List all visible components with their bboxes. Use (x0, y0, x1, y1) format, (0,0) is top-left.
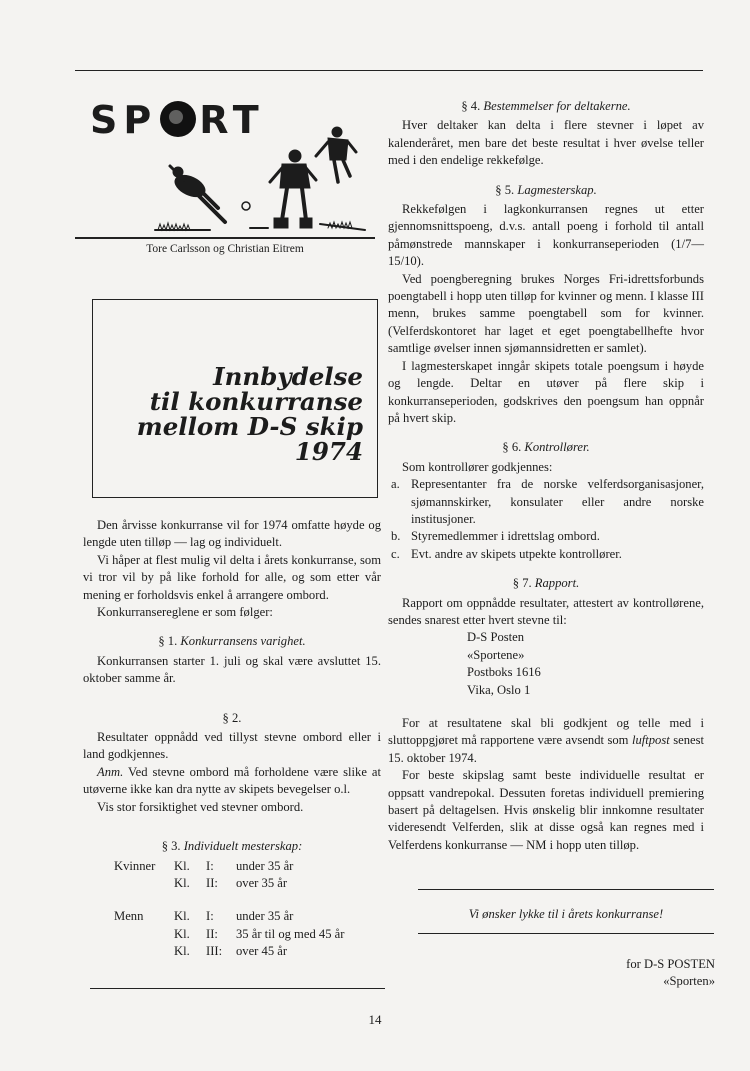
address-line: «Sportene» (467, 647, 525, 662)
authors-caption: Tore Carlsson og Christian Eitrem (146, 243, 304, 255)
section-1-heading: § 1. Konkurransens varighet. (158, 634, 306, 649)
list-item: a. Representanter fra de norske velferdsorganisasjoner, sjømannskirker, konsulater eller andre norske institusjoner. (391, 477, 704, 526)
invitation-title-line: 1974 (294, 437, 363, 466)
approval-paragraph: For at resultatene skal bli godkjent og telle med i sluttoppgjøret må rapportene være avsendt som luftpost senest 15. oktober 1974. (388, 716, 704, 765)
section-7-text: Rapport om oppnådde resultater, attestert av kontrollørene, sendes snarest etter hvert stevne til: (388, 595, 704, 627)
top-rule (75, 70, 703, 71)
section-2-text: Resultater oppnådd ved tillyst stevne ombord eller i land godkjennes. (83, 730, 381, 762)
logo-text-left: SP (90, 98, 158, 142)
list-item: c. Evt. andre av skipets utpekte kontrollører. (391, 546, 622, 561)
intro-paragraph-3: Konkurransereglene er som følger: (97, 605, 273, 620)
section-2-warning: Vis stor forsiktighet ved stevner ombord. (97, 799, 304, 814)
section-6-heading: § 6. Kontrollører. (502, 440, 590, 455)
intro-paragraph-1: Den årvisse konkurranse vil for 1974 omfatte høyde og lengde uten tilløp — lag og individuelt. (83, 518, 381, 550)
class-row: Kl. II: over 35 år (174, 875, 288, 890)
section-4-heading: § 4. Bestemmelser for deltakerne. (461, 99, 631, 113)
good-luck-line: Vi ønsker lykke til i årets konkurranse! (468, 907, 664, 921)
invitation-title-line: mellom D-S skip (136, 412, 363, 441)
wish-bottom-rule (418, 933, 714, 934)
wish-top-rule (418, 889, 714, 890)
signature (560, 956, 715, 991)
class-row: Kl. II: 35 år til og med 45 år (174, 926, 345, 941)
list-item: b. Styremedlemmer i idrettslag ombord. (391, 529, 600, 544)
section-5-paragraph-3: I lagmesterskapet inngår skipets totale poengsum i høyde og lengde. Deltar en utøver på flere skip i konkurranseperioden, godskrives den poengsum han oppnår på hvert skip. (388, 358, 704, 425)
section-5-paragraph-2: Ved poengberegning brukes Norges Fri-idrettsforbunds poengtabell i hopp uten tilløp for kvinner og menn. I klasse III menn, brukes samme poengtabell som for kvinner. (Velferdskontoret har laget et eget poengtabellhefte hvor samtlige øvelser innen sjømannsidretten er samlet). (388, 271, 704, 356)
left-column (83, 517, 381, 961)
signature-line: for D-S POSTEN (626, 957, 715, 971)
class-table (114, 858, 344, 961)
section-2-heading: § 2. (222, 710, 242, 725)
class-row: Kl. III: over 45 år (174, 944, 288, 959)
section-5-heading: § 5. Lagmesterskap. (495, 182, 597, 197)
right-column (388, 98, 704, 854)
class-row: Kvinner Kl. I: under 35 år (114, 858, 294, 873)
section-5-paragraph-1: Rekkefølgen i lagkonkurransen regnes ut etter gjennomsnittspoeng, d.v.s. antall poeng i forhold til antall påmønstrede mannskaper i konkurranseperioden (1/7—15/10). (388, 202, 704, 269)
football-players-illustration (150, 120, 375, 238)
section-4-text: Hver deltaker kan delta i flere stevner i løpet av kalenderåret, men bare det beste resultat i hver øvelse teller med i den endelige rekkefølge. (388, 118, 704, 168)
left-bottom-rule (90, 988, 385, 989)
section-7-heading: § 7. Rapport. (512, 576, 580, 591)
logo-text-right: RT (199, 98, 265, 142)
address-line: Vika, Oslo 1 (467, 682, 531, 697)
invitation-title (137, 364, 363, 464)
page-number: 14 (368, 1012, 382, 1027)
section-1-text: Konkurransen starter 1. juli og skal være avsluttet 15. oktober samme år. (83, 653, 381, 686)
invitation-title-line: Innbydelse (213, 362, 363, 391)
section-2-note: Anm. Ved stevne ombord må forholdene være slike at utøverne ikke kan dra nytte av skipets bevegelser o.l. (83, 764, 382, 797)
section-3-heading: § 3. Individuelt mesterskap: (161, 839, 303, 854)
prize-paragraph: For beste skipslag samt beste individuelle resultat er oppsatt vandrepokal. Dessuten foretas individuell premiering basert på deltagelsen. Hvis ønskelig blir innkomne resultater videresendt Velferden, slik at disse også kan regnes med i Velferdens konkurranse — NM i hopp uten tilløp. (388, 768, 704, 852)
address-line: D-S Posten (467, 630, 525, 645)
invitation-title-box (92, 299, 378, 498)
address-line: Postboks 1616 (467, 665, 541, 680)
intro-paragraph-2: Vi håper at flest mulig vil delta i årets konkurranse, som vi tror vil by på like forhold for alle, og som etter vår mening er forholdsvis enkel å arrangere ombord. (83, 552, 381, 602)
section-6-intro: Som kontrollører godkjennes: (402, 459, 553, 474)
class-row: Menn Kl. I: under 35 år (114, 909, 294, 924)
postal-address (467, 629, 704, 699)
invitation-title-line: til konkurranse (149, 387, 363, 416)
header-underline (75, 237, 375, 239)
signature-line: «Sporten» (663, 974, 715, 989)
